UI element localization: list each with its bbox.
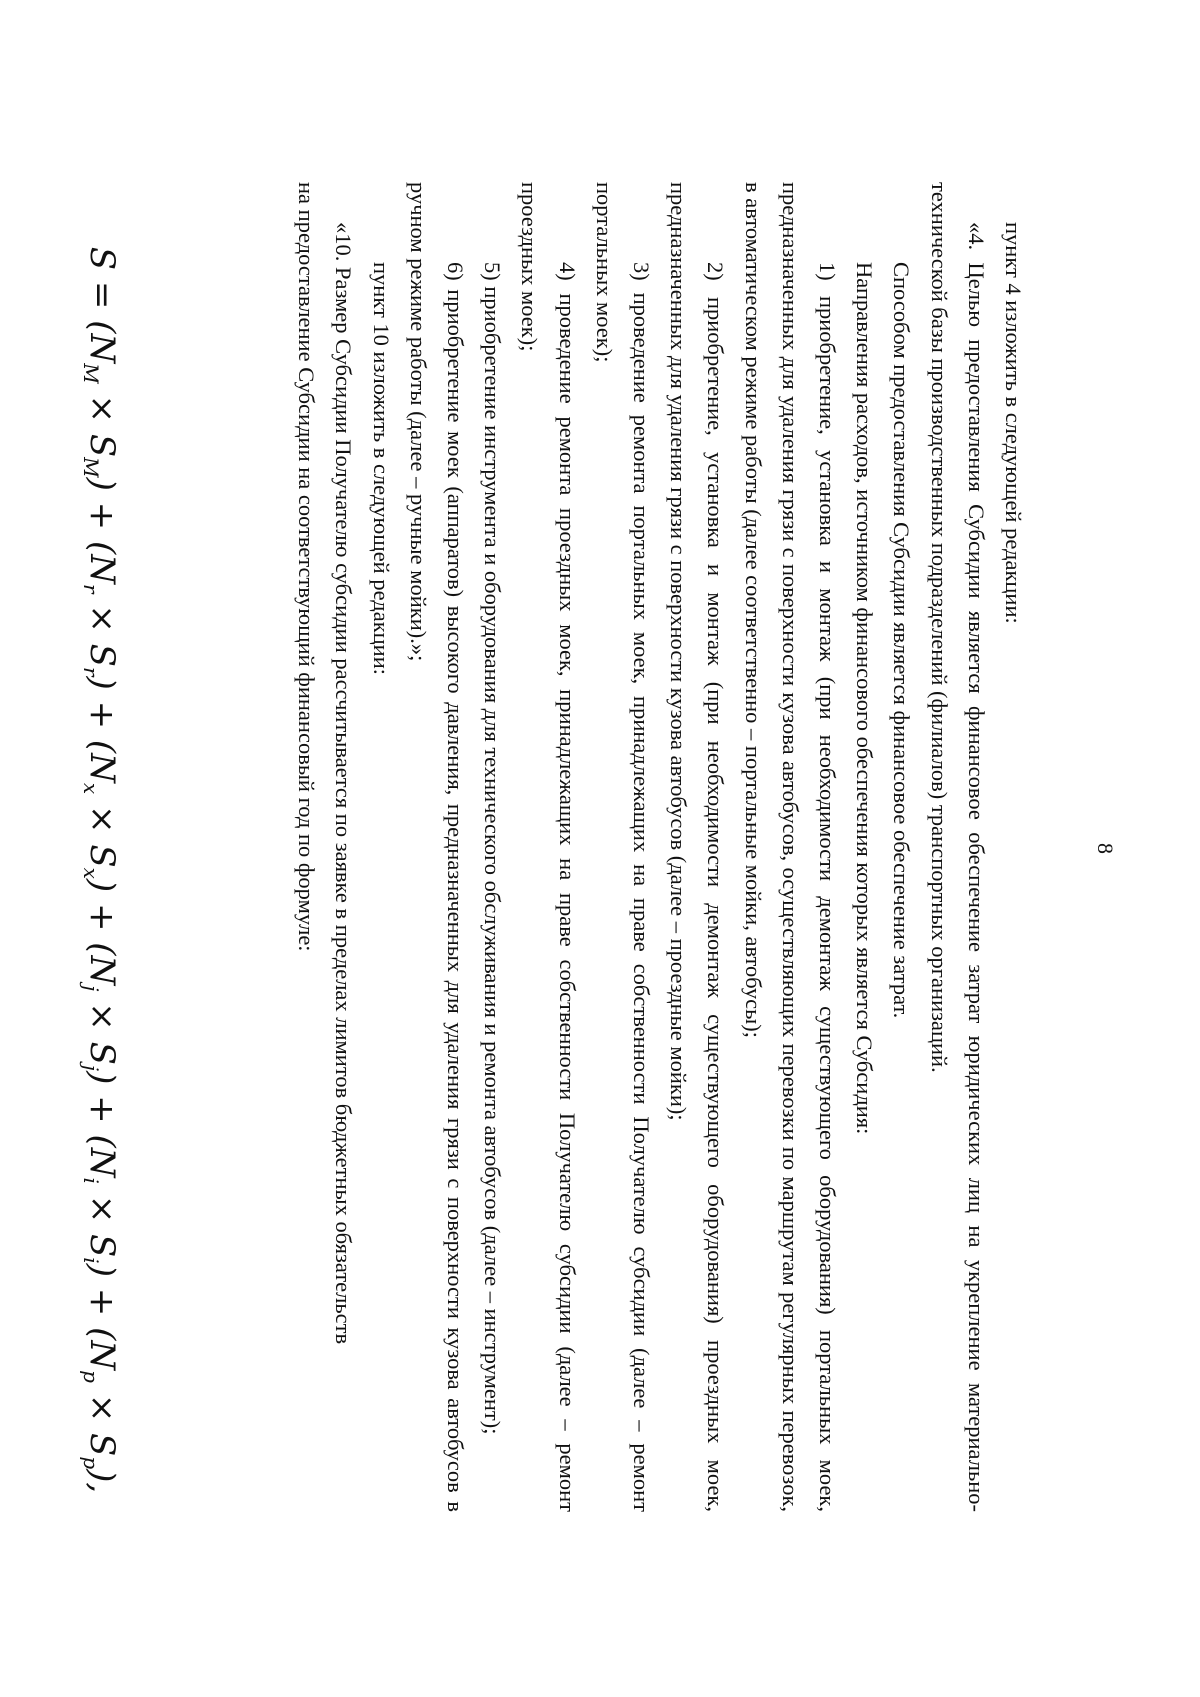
formula-paren: (: [82, 320, 122, 334]
formula-count-subscript: M: [79, 363, 103, 384]
formula-count-subscript: x: [79, 782, 103, 795]
formula-equals: =: [82, 280, 122, 310]
formula-count-subscript: r: [79, 584, 103, 594]
formula-cost-symbol: S: [82, 1041, 122, 1065]
formula-cost-symbol: S: [82, 1234, 122, 1258]
paragraph: 5) приобретение инструмента и оборудования для технического обслуживания и ремонта автобусов (далее – инструмент);: [480, 262, 506, 1435]
formula-cost-subscript: j: [79, 1064, 103, 1072]
page-number: 8: [1093, 843, 1118, 854]
formula-count-symbol: N: [82, 1340, 122, 1371]
formula-cost-symbol: S: [82, 1433, 122, 1457]
formula-count-symbol: N: [82, 955, 122, 986]
paragraph: на предоставление Субсидии на соответствующий финансовый год по формуле:: [294, 182, 320, 952]
formula-times: ×: [82, 991, 122, 1042]
formula-count-symbol: N: [82, 333, 122, 364]
formula-cost-subscript: r: [79, 666, 103, 677]
formula-paren: (: [82, 739, 122, 754]
formula-count-symbol: N: [82, 1147, 122, 1178]
paragraph: Способом предоставления Субсидии является финансовое обеспечение затрат.: [889, 262, 915, 1019]
formula-cost-symbol: S: [82, 433, 122, 458]
formula-paren: ): [82, 1071, 122, 1085]
formula-count-subscript: p: [79, 1370, 103, 1383]
formula-times: ×: [82, 1183, 122, 1234]
paragraph: пункт 10 изложить в следующей редакции:: [368, 262, 394, 676]
formula-times: ×: [82, 794, 122, 845]
formula-count-symbol: N: [82, 554, 122, 584]
subsidy-formula: [79, 220, 122, 1520]
formula-paren: (: [82, 1327, 122, 1341]
formula-paren: ): [82, 1469, 122, 1483]
formula-cost-subscript: x: [79, 867, 103, 879]
formula-paren: (: [82, 942, 122, 956]
paragraph: «10. Размер Субсидии Получателю субсидии рассчитывается по заявке в пределах лимитов бюджетных обязательств: [331, 222, 357, 1345]
formula-times: ×: [82, 1382, 122, 1434]
formula-term: [79, 942, 122, 1085]
formula-paren: ): [82, 477, 122, 491]
formula-plus: +: [82, 1084, 122, 1135]
formula-term: [79, 1327, 122, 1483]
formula-cost-symbol: S: [82, 844, 122, 868]
formula-plus: +: [82, 490, 122, 541]
formula-term: [79, 1134, 122, 1277]
formula-term: [79, 320, 122, 491]
formula-paren: ): [82, 878, 122, 893]
formula-term: [79, 540, 122, 690]
formula-paren: (: [82, 1134, 122, 1148]
paragraph: 6) приобретение моек (аппаратов) высокого давления, предназначенных для удаления грязи с поверхности кузова автобусов в ручном режиме работы (далее – ручные мойки).»;: [405, 182, 468, 1512]
formula-paren: ): [82, 1263, 122, 1277]
paragraph: 3) проведение ремонта портальных моек, принадлежащих на праве собственности Получателю субсидии (далее – ремонт портальных моек);: [591, 182, 654, 1512]
formula-term: [79, 739, 122, 893]
formula-times: ×: [82, 593, 122, 644]
formula-count-subscript: j: [79, 985, 103, 992]
document-body: [288, 182, 1032, 1512]
formula-count-subscript: i: [79, 1177, 103, 1184]
paragraph: 1) приобретение, установка и монтаж (при необходимости демонтаж существующего оборудования) портальных моек, предназначенных для удаления грязи с поверхности кузова автобусов, осуществляющих перевозки по маршрутам регулярных перевозок, в автоматическом режиме работы (далее соответственно – портальные мойки, автобусы);: [740, 182, 840, 1512]
paragraph: 4) проведение ремонта проездных моек, принадлежащих на праве собственности Получателю субсидии (далее – ремонт проездных моек);: [517, 182, 580, 1512]
formula-cost-subscript: i: [79, 1257, 103, 1264]
formula-cost-subscript: p: [79, 1456, 103, 1470]
paragraph: пункт 4 изложить в следующей редакции:: [1001, 222, 1026, 624]
formula-paren: (: [82, 540, 122, 555]
paragraph: Направления расходов, источником финансового обеспечения которых является Субсидия:: [852, 262, 878, 1135]
formula-trailing: ,: [82, 1482, 122, 1494]
formula-times: ×: [82, 383, 122, 434]
formula-count-symbol: N: [82, 753, 122, 783]
paragraph: 2) приобретение, установка и монтаж (при необходимости демонтаж существующего оборудования) проездных моек, предназначенных для удаления грязи с поверхности кузова автобусов (далее – проездные мойки);: [666, 182, 729, 1512]
formula-plus: +: [82, 1276, 122, 1328]
formula-paren: ): [82, 676, 122, 690]
formula-plus: +: [82, 689, 122, 740]
formula-plus: +: [82, 892, 122, 943]
formula-cost-subscript: M: [79, 457, 103, 478]
paragraph: «4. Целью предоставления Субсидии является финансовое обеспечение затрат юридических лиц на укрепление материально-технической базы производственных подразделений (филиалов) транспортных организаций.: [926, 182, 989, 1512]
formula-terms: [79, 320, 122, 1483]
formula-cost-symbol: S: [82, 643, 122, 667]
formula-lhs: S: [82, 246, 122, 271]
